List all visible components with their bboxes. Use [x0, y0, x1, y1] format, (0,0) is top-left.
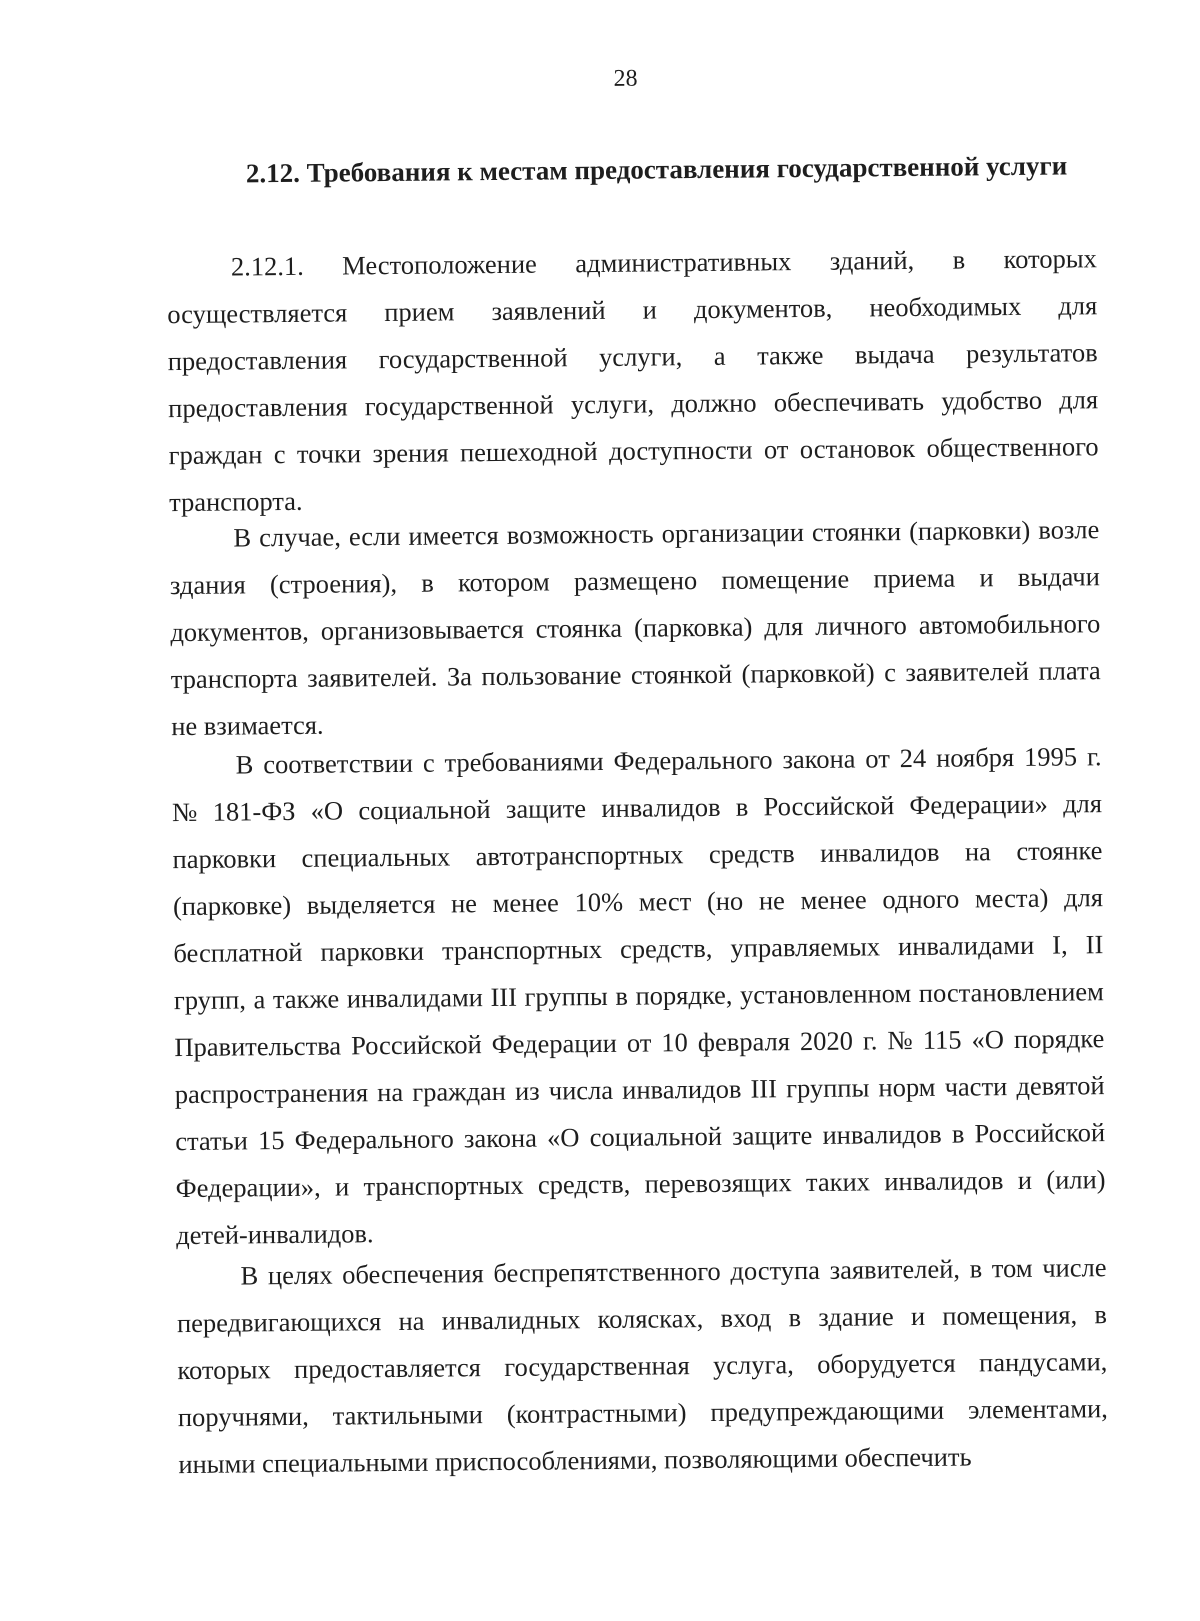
- text-line: детей-инвалидов.: [176, 1218, 374, 1251]
- section-heading: 2.12. Требования к местам предоставления государственной услуги: [245, 150, 1068, 189]
- text-line: осуществляется прием заявлений и документов, необходимых для: [167, 290, 1098, 330]
- text-line: распространения на граждан из числа инвалидов III группы норм части девятой: [174, 1070, 1105, 1110]
- text-line: которых предоставляется государственная услуга, оборудуется пандусами,: [177, 1346, 1108, 1386]
- text-line: иными специальными приспособлениями, позволяющими обеспечить: [178, 1441, 972, 1480]
- text-line: 2.12.1. Местоположение административных зданий, в которых: [230, 243, 1097, 282]
- text-line: В соответствии с требованиями Федерального закона от 24 ноября 1995 г.: [235, 741, 1102, 780]
- text-line: здания (строения), в котором размещено помещение приема и выдачи: [169, 561, 1100, 601]
- text-line: Правительства Российской Федерации от 10 февраля 2020 г. № 115 «О порядке: [174, 1023, 1105, 1063]
- text-line: поручнями, тактильными (контрастными) предупреждающими элементами,: [177, 1393, 1108, 1433]
- text-line: не взимается.: [171, 709, 324, 742]
- text-line: передвигающихся на инвалидных колясках, вход в здание и помещения, в: [176, 1299, 1108, 1339]
- text-line: В целях обеспечения беспрепятственного доступа заявителей, в том числе: [240, 1252, 1107, 1291]
- text-line: предоставления государственной услуги, должно обеспечивать удобство для: [168, 384, 1099, 424]
- text-line: В случае, если имеется возможность организации стоянки (парковки) возле: [233, 514, 1100, 553]
- text-line: документов, организовывается стоянка (парковка) для личного автомобильного: [170, 608, 1101, 648]
- text-line: статьи 15 Федерального закона «О социальной защите инвалидов в Российской: [175, 1117, 1106, 1157]
- page-number: 28: [613, 65, 638, 92]
- text-line: бесплатной парковки транспортных средств, управляемых инвалидами I, II: [173, 929, 1104, 969]
- text-line: (парковке) выделяется не менее 10% мест (но не менее одного места) для: [172, 882, 1104, 922]
- text-line: № 181-ФЗ «О социальной защите инвалидов в Российской Федерации» для: [171, 788, 1103, 828]
- text-line: предоставления государственной услуги, а также выдача результатов: [167, 337, 1098, 377]
- text-line: транспорта.: [168, 485, 303, 518]
- text-line: Федерации», и транспортных средств, перевозящих таких инвалидов и (или): [175, 1164, 1106, 1204]
- text-line: граждан с точки зрения пешеходной доступности от остановок общественного: [168, 431, 1099, 471]
- text-line: групп, а также инвалидами III группы в порядке, установленном постановлением: [173, 976, 1104, 1016]
- text-line: парковки специальных автотранспортных средств инвалидов на стоянке: [172, 835, 1103, 875]
- text-line: транспорта заявителей. За пользование стоянкой (парковкой) с заявителей плата: [170, 655, 1101, 695]
